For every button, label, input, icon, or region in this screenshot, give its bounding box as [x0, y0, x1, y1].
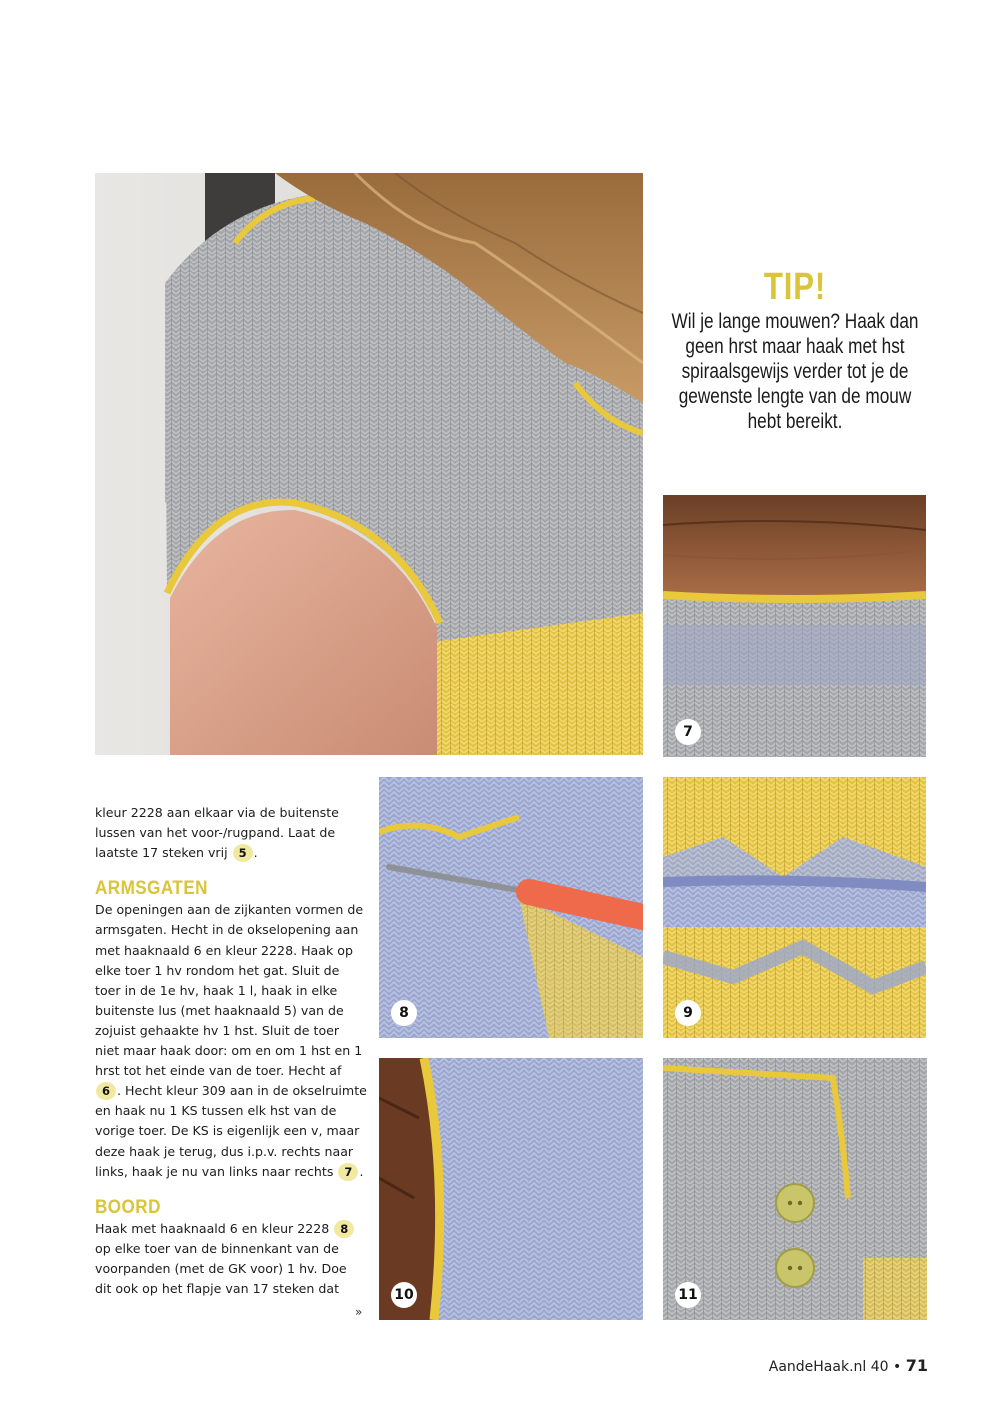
armsgaten-text-2: . Hecht kleur 309 aan in de okselruimte en haak nu 1 KS tussen elk hst van de vorige toer. De KS is eigenlijk een v, maar deze haak je terug, dus i.p.v. rechts naar links, haak je nu van links naar rechts [95, 1083, 367, 1179]
intro-end: . [253, 845, 258, 861]
intro-text: kleur 2228 aan elkaar via de buitenste lussen van het voor-/rugpand. Laat de laatste 17 steken vrij [95, 805, 339, 861]
step-number-11: 11 [675, 1282, 701, 1308]
photo-step-10-image [379, 1058, 643, 1320]
step-badge-7: 7 [338, 1163, 358, 1181]
photo-step-10 [379, 1058, 643, 1320]
step-badge-6: 6 [96, 1082, 116, 1100]
armsgaten-paragraph [95, 900, 367, 1181]
armsgaten-text-1: De openingen aan de zijkanten vormen de armsgaten. Hecht in de okselopening aan met haaknaald 6 en kleur 2228. Haak op elke toer 1 hv rondom het gat. Sluit de toer in de 1e hv, haak 1 l, haak in elke buitenste lus (met haaknaald 5) van de zojuist gehaakte hv 1 hst. Sluit de toer niet maar haak door: om en om 1 hst en 1 hrst tot het einde van de toer. Hecht af [95, 902, 364, 1079]
photo-step-8 [379, 777, 643, 1038]
step-number-9: 9 [675, 1000, 701, 1026]
footer-site: AandeHaak.nl 40 [768, 1359, 889, 1375]
photo-step-7 [663, 495, 926, 757]
photo-step-11-image [663, 1058, 927, 1320]
main-photo-image [95, 173, 643, 755]
instructions-column [95, 803, 367, 1299]
step-badge-8: 8 [334, 1220, 354, 1238]
heading-boord: BOORD [95, 1196, 161, 1218]
boord-paragraph [95, 1219, 367, 1299]
page-number: 71 [905, 1356, 928, 1375]
footer-bullet: • [893, 1359, 902, 1375]
tip-body: Wil je lange mouwen? Haak dan geen hrst maar haak met hst spiraalsgewijs verder tot je de gewenste lengte van de mouw hebt bereikt. [671, 310, 919, 433]
main-photo-shoulder [95, 173, 643, 755]
step-number-10: 10 [391, 1282, 417, 1308]
photo-step-9 [663, 777, 926, 1038]
step-number-8: 8 [391, 1000, 417, 1026]
photo-step-8-image [379, 777, 643, 1038]
intro-paragraph [95, 803, 367, 863]
step-badge-5: 5 [233, 844, 253, 862]
tip-title: TIP! [763, 266, 827, 308]
page-footer [700, 1356, 928, 1375]
heading-armsgaten: ARMSGATEN [95, 878, 208, 900]
photo-step-11 [663, 1058, 927, 1320]
armsgaten-end: . [359, 1163, 364, 1179]
continue-arrow-icon: » [355, 1305, 363, 1319]
tip-box [664, 265, 926, 434]
step-number-7: 7 [675, 719, 701, 745]
boord-text-1: Haak met haaknaald 6 en kleur 2228 [95, 1220, 330, 1236]
photo-step-9-image [663, 777, 926, 1038]
photo-step-7-image [663, 495, 926, 757]
boord-text-2: op elke toer van de binnenkant van de voorpanden (met de GK voor) 1 hv. Doe dit ook op het flapje van 17 steken dat [95, 1240, 347, 1297]
